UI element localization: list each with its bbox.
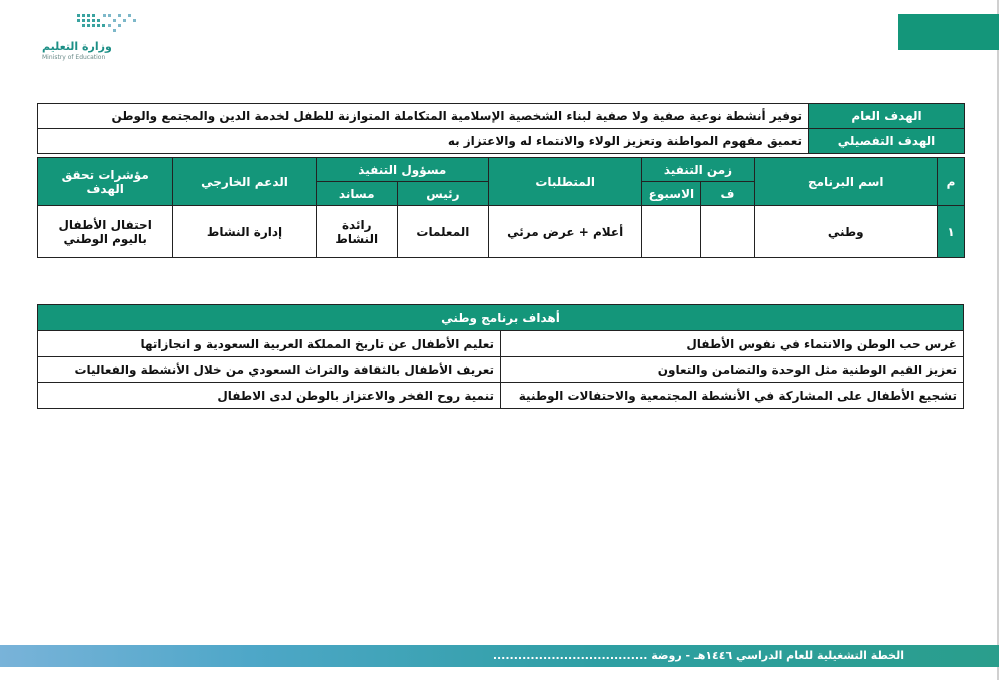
logo-english-text: Ministry of Education — [42, 54, 106, 61]
objective-right-item: غرس حب الوطن والانتماء في نفوس الأطفال — [501, 331, 964, 357]
objectives-title-row — [38, 305, 964, 331]
detailed-goal-value: تعميق مفهوم المواطنة وتعزيز الولاء والانتماء له والاعتزاز به — [38, 129, 809, 154]
header-week: الاسبوع — [642, 182, 701, 206]
row-assistant: رائدة النشاط — [316, 206, 397, 258]
general-goal-value: توفير أنشطة نوعية صفية ولا صفية لبناء الشخصية الإسلامية المتكاملة المتوازنة للطفل لخدمة الدين والمجتمع والوطن — [38, 104, 809, 129]
header-assistant: مساند — [316, 182, 397, 206]
footer-text: الخطة التشغيلية للعام الدراسي ١٤٤٦هـ - روضة ..................................... — [492, 649, 904, 662]
row-head: المعلمات — [397, 206, 488, 258]
header-num: م — [937, 158, 964, 206]
general-goal-row — [38, 104, 965, 129]
header-external-support: الدعم الخارجي — [173, 158, 316, 206]
row-external-support: إدارة النشاط — [173, 206, 316, 258]
goals-table — [37, 103, 965, 154]
logo-arabic-text: وزارة التعليم — [42, 40, 112, 53]
objectives-row — [38, 331, 964, 357]
header-indicators: مؤشرات تحقق الهدف — [38, 158, 173, 206]
objective-left-item: تنمية روح الفخر والاعتزاز بالوطن لدى الاطفال — [38, 383, 501, 409]
header-responsible: مسؤول التنفيذ — [316, 158, 488, 182]
row-requirements: أعلام + عرض مرئي — [489, 206, 642, 258]
header-head: رئيس — [397, 182, 488, 206]
table-header-row-1 — [38, 158, 965, 182]
ministry-logo — [42, 10, 152, 65]
objectives-title: أهداف برنامج وطني — [38, 305, 964, 331]
general-goal-label: الهدف العام — [809, 104, 965, 129]
objectives-row — [38, 383, 964, 409]
row-indicators: احتفال الأطفال باليوم الوطني — [38, 206, 173, 258]
ministry-logo-icon — [75, 10, 141, 38]
program-table — [37, 157, 965, 258]
header-requirements: المتطلبات — [489, 158, 642, 206]
table-row — [38, 206, 965, 258]
objective-left-item: تعليم الأطفال عن تاريخ المملكة العربية السعودية و انجازاتها — [38, 331, 501, 357]
top-accent-bar — [898, 14, 999, 50]
row-week — [642, 206, 701, 258]
detailed-goal-row — [38, 129, 965, 154]
objective-left-item: تعريف الأطفال بالثقافة والتراث السعودي من خلال الأنشطة والفعاليات — [38, 357, 501, 383]
detailed-goal-label: الهدف التفصيلي — [809, 129, 965, 154]
row-num: ١ — [937, 206, 964, 258]
row-program-name: وطني — [754, 206, 937, 258]
objectives-row — [38, 357, 964, 383]
header-exec-time: زمن التنفيذ — [642, 158, 754, 182]
header-program-name: اسم البرنامج — [754, 158, 937, 206]
row-f — [701, 206, 754, 258]
objective-right-item: تشجيع الأطفال على المشاركة في الأنشطة المجتمعية والاحتفالات الوطنية — [501, 383, 964, 409]
objective-right-item: تعزيز القيم الوطنية مثل الوحدة والتضامن والتعاون — [501, 357, 964, 383]
objectives-table — [37, 304, 964, 409]
footer-bar — [0, 645, 999, 667]
header-f: ف — [701, 182, 754, 206]
